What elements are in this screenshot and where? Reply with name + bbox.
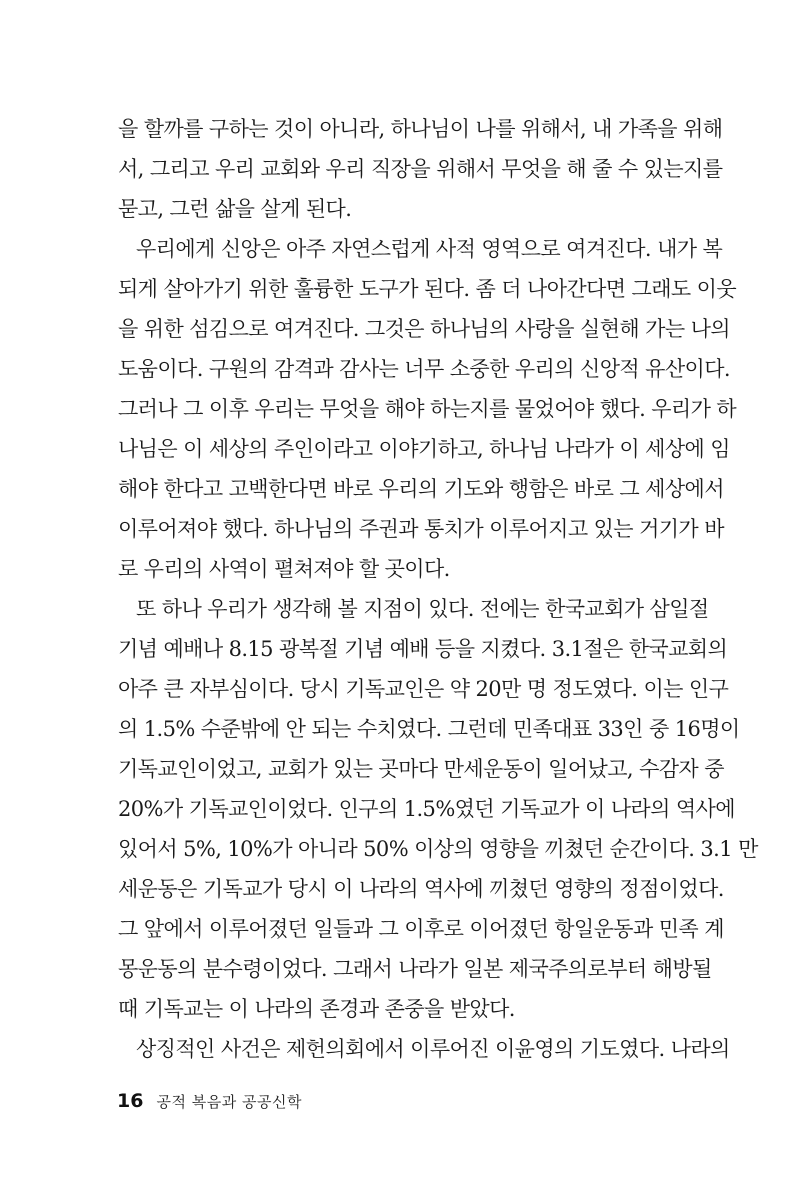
page-number: 16 <box>117 1090 144 1112</box>
text-line: 되게 살아가기 위한 훌륭한 도구가 된다. 좀 더 나아간다면 그래도 이웃 <box>118 277 737 301</box>
text-line: 나님은 이 세상의 주인이라고 이야기하고, 하나님 나라가 이 세상에 임 <box>118 437 730 461</box>
paragraph-first-line: 상징적인 사건은 제헌의회에서 이루어진 이윤영의 기도였다. 나라의 <box>136 1037 730 1061</box>
text-line: 기독교인이었고, 교회가 있는 곳마다 만세운동이 일어났고, 수감자 중 <box>118 757 724 781</box>
text-line: 서, 그리고 우리 교회와 우리 직장을 위해서 무엇을 해 줄 수 있는지를 <box>118 157 723 181</box>
text-line: 의 1.5% 수준밖에 안 되는 수치였다. 그런데 민족대표 33인 중 16명이 <box>118 717 740 741</box>
running-title: 공적 복음과 공공신학 <box>156 1093 302 1111</box>
text-line: 몽운동의 분수령이었다. 그래서 나라가 일본 제국주의로부터 해방될 <box>118 957 712 981</box>
text-line: 기념 예배나 8.15 광복절 기념 예배 등을 지켰다. 3.1절은 한국교회의 <box>118 637 728 661</box>
text-line: 세운동은 기독교가 당시 이 나라의 역사에 끼쳤던 영향의 정점이었다. <box>118 877 724 901</box>
text-line: 있어서 5%, 10%가 아니라 50% 이상의 영향을 끼쳤던 순간이다. 3.1 만 <box>118 837 758 861</box>
text-line: 을 할까를 구하는 것이 아니라, 하나님이 나를 위해서, 내 가족을 위해 <box>118 117 723 141</box>
text-line: 때 기독교는 이 나라의 존경과 존중을 받았다. <box>118 997 515 1021</box>
text-line: 도움이다. 구원의 감격과 감사는 너무 소중한 우리의 신앙적 유산이다. <box>118 357 730 381</box>
text-line: 을 위한 섬김으로 여겨진다. 그것은 하나님의 사랑을 실현해 가는 나의 <box>118 317 730 341</box>
text-line: 그러나 그 이후 우리는 무엇을 해야 하는지를 물었어야 했다. 우리가 하 <box>118 397 737 421</box>
text-line: 20%가 기독교인이었다. 인구의 1.5%였던 기독교가 이 나라의 역사에 <box>118 797 735 821</box>
paragraph-first-line: 또 하나 우리가 생각해 볼 지점이 있다. 전에는 한국교회가 삼일절 <box>136 597 709 621</box>
text-line: 해야 한다고 고백한다면 바로 우리의 기도와 행함은 바로 그 세상에서 <box>118 477 724 501</box>
text-line: 묻고, 그런 삶을 살게 된다. <box>118 197 352 221</box>
text-line: 아주 큰 자부심이다. 당시 기독교인은 약 20만 명 정도였다. 이는 인구 <box>118 677 729 701</box>
text-line: 로 우리의 사역이 펼쳐져야 할 곳이다. <box>118 557 450 581</box>
text-line: 그 앞에서 이루어졌던 일들과 그 이후로 이어졌던 항일운동과 민족 계 <box>118 917 724 941</box>
text-line: 이루어져야 했다. 하나님의 주권과 통치가 이루어지고 있는 거기가 바 <box>118 517 724 541</box>
paragraph-first-line: 우리에게 신앙은 아주 자연스럽게 사적 영역으로 여겨진다. 내가 복 <box>136 237 723 261</box>
page-footer <box>117 1084 302 1118</box>
